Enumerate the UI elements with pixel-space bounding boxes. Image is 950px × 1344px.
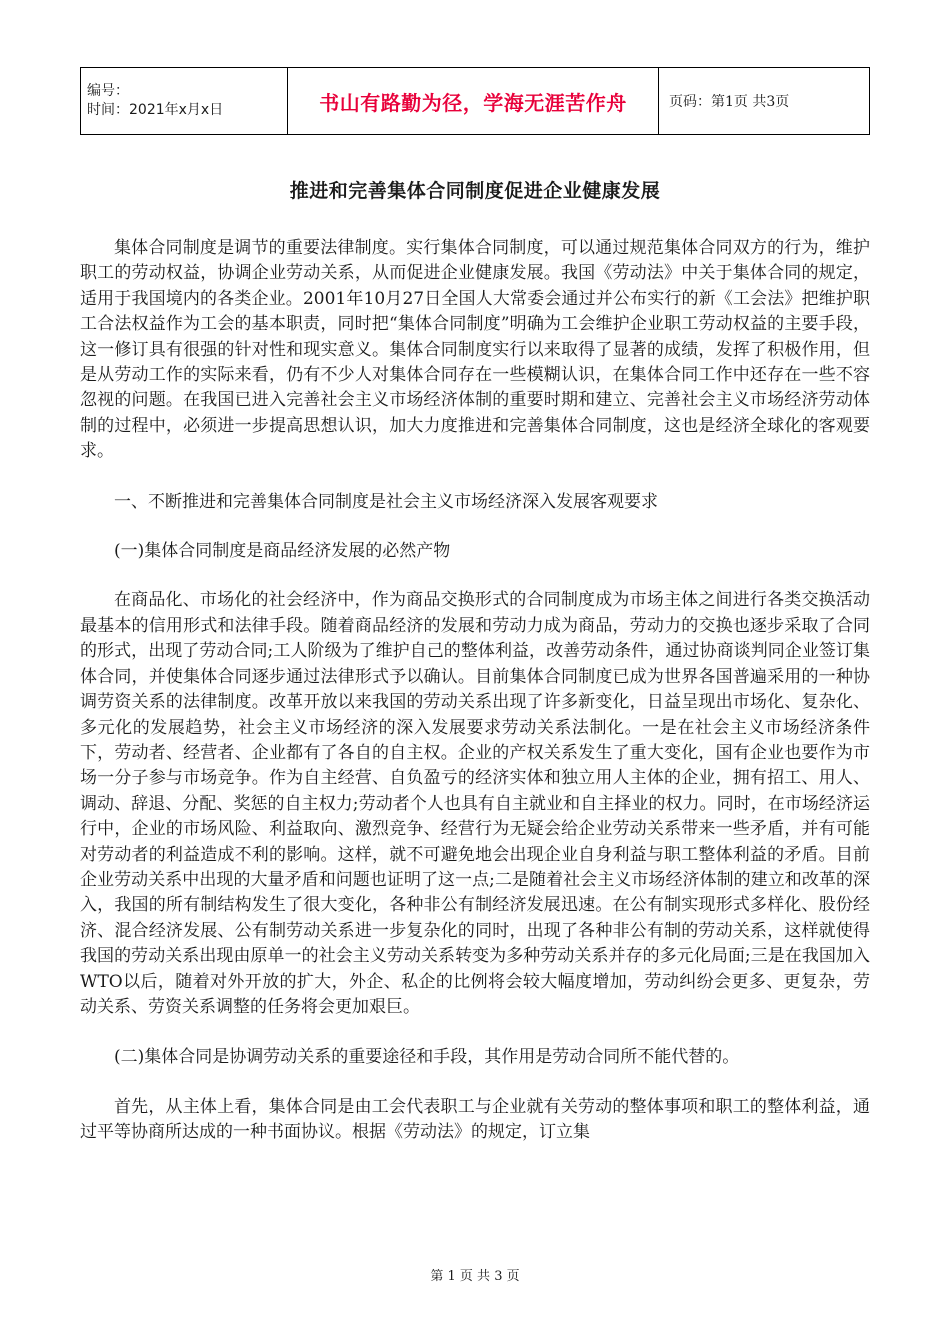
header-motto-cell [288,68,659,135]
motto-text: 书山有路勤为径，学海无涯苦作舟 [319,90,627,115]
paragraph-intro: 集体合同制度是调节的重要法律制度。实行集体合同制度，可以通过规范集体合同双方的行为，维护职工的劳动权益，协调企业劳动关系，从而促进企业健康发展。我国《劳动法》中关于集体合同的规定，适用于我国境内的各类企业。2001年10月27日全国人大常委会通过并公布实行的新《工会法》把维护职工合法权益作为工会的基本职责，同时把“集体合同制度”明确为工会维护企业职工劳动权益的主要手段，这一修订具有很强的针对性和现实意义。集体合同制度实行以来取得了显著的成绩，发挥了积极作用，但是从劳动工作的实际来看，仍有不少人对集体合同存在一些模糊认识，在集体合同工作中还存在一些不容忽视的问题。在我国已进入完善社会主义市场经济体制的重要时期和建立、完善社会主义市场经济劳动体制的过程中，必须进一步提高思想认识，加大力度推进和完善集体合同制度，这也是经济全球化的客观要求。 [80,238,870,462]
subsection-heading-2: (二)集体合同是协调劳动关系的重要途径和手段，其作用是劳动合同所不能代替的。 [114,1047,740,1068]
paragraph-body: 首先，从主体上看，集体合同是由工会代表职工与企业就有关劳动的整体事项和职工的整体利益，通过平等协商所达成的一种书面协议。根据《劳动法》的规定，订立集 [80,1096,870,1143]
header-table [80,67,870,135]
document-title: 推进和完善集体合同制度促进企业健康发展 [289,180,661,202]
page-label: 页码：第1页 共3页 [659,68,870,135]
document-body [80,236,870,1146]
number-label: 编号： [87,83,129,99]
header-meta [81,68,288,135]
subsection-heading-1: (一)集体合同制度是商品经济发展的必然产物 [114,541,451,562]
section-heading-1: 一、不断推进和完善集体合同制度是社会主义市场经济深入发展客观要求 [114,491,658,512]
paragraph-body: 在商品化、市场化的社会经济中，作为商品交换形式的合同制度成为市场主体之间进行各类交换活动最基本的信用形式和法律手段。随着商品经济的发展和劳动力成为商品，劳动力的交换也逐步采取了合同的形式，出现了劳动合同;工人阶级为了维护自己的整体利益，改善劳动条件，通过协商谈判同企业签订集体合同，并使集体合同逐步通过法律形式予以确认。目前集体合同制度已成为世界各国普遍采用的一种协调劳资关系的法律制度。改革开放以来我国的劳动关系出现了许多新变化，日益呈现出市场化、复杂化、多元化的发展趋势，社会主义市场经济的深入发展要求劳动关系法制化。一是在社会主义市场经济条件下，劳动者、经营者、企业都有了各自的自主权。企业的产权关系发生了重大变化，国有企业也要作为市场一分子参与市场竞争。作为自主经营、自负盈亏的经济实体和独立用人主体的企业，拥有招工、用人、调动、辞退、分配、奖惩的自主权力;劳动者个人也具有自主就业和自主择业的权力。同时，在市场经济运行中，企业的市场风险、利益取向、激烈竞争、经营行为无疑会给企业劳动关系带来一些矛盾，并有可能对劳动者的利益造成不利的影响。这样，就不可避免地会出现企业自身利益与职工整体利益的矛盾。目前企业劳动关系中出现的大量矛盾和问题也证明了这一点;二是随着社会主义市场经济体制的建立和改革的深入，我国的所有制结构发生了很大变化，各种非公有制经济发展迅速。在公有制实现形式多样化、股份经济、混合经济发展、公有制劳动关系进一步复杂化的同时，出现了各种非公有制的劳动关系，这样就使得我国的劳动关系出现由原单一的社会主义劳动关系转变为多种劳动关系并存的多元化局面;三是在我国加入WTO以后，随着对外开放的扩大，外企、私企的比例将会较大幅度增加，劳动纠纷会更多、更复杂，劳动关系、劳资关系调整的任务将会更加艰巨。 [80,590,870,1017]
page-footer: 第 1 页 共 3 页 [430,1269,520,1284]
date-label: 时间：2021年x月x日 [87,102,224,118]
